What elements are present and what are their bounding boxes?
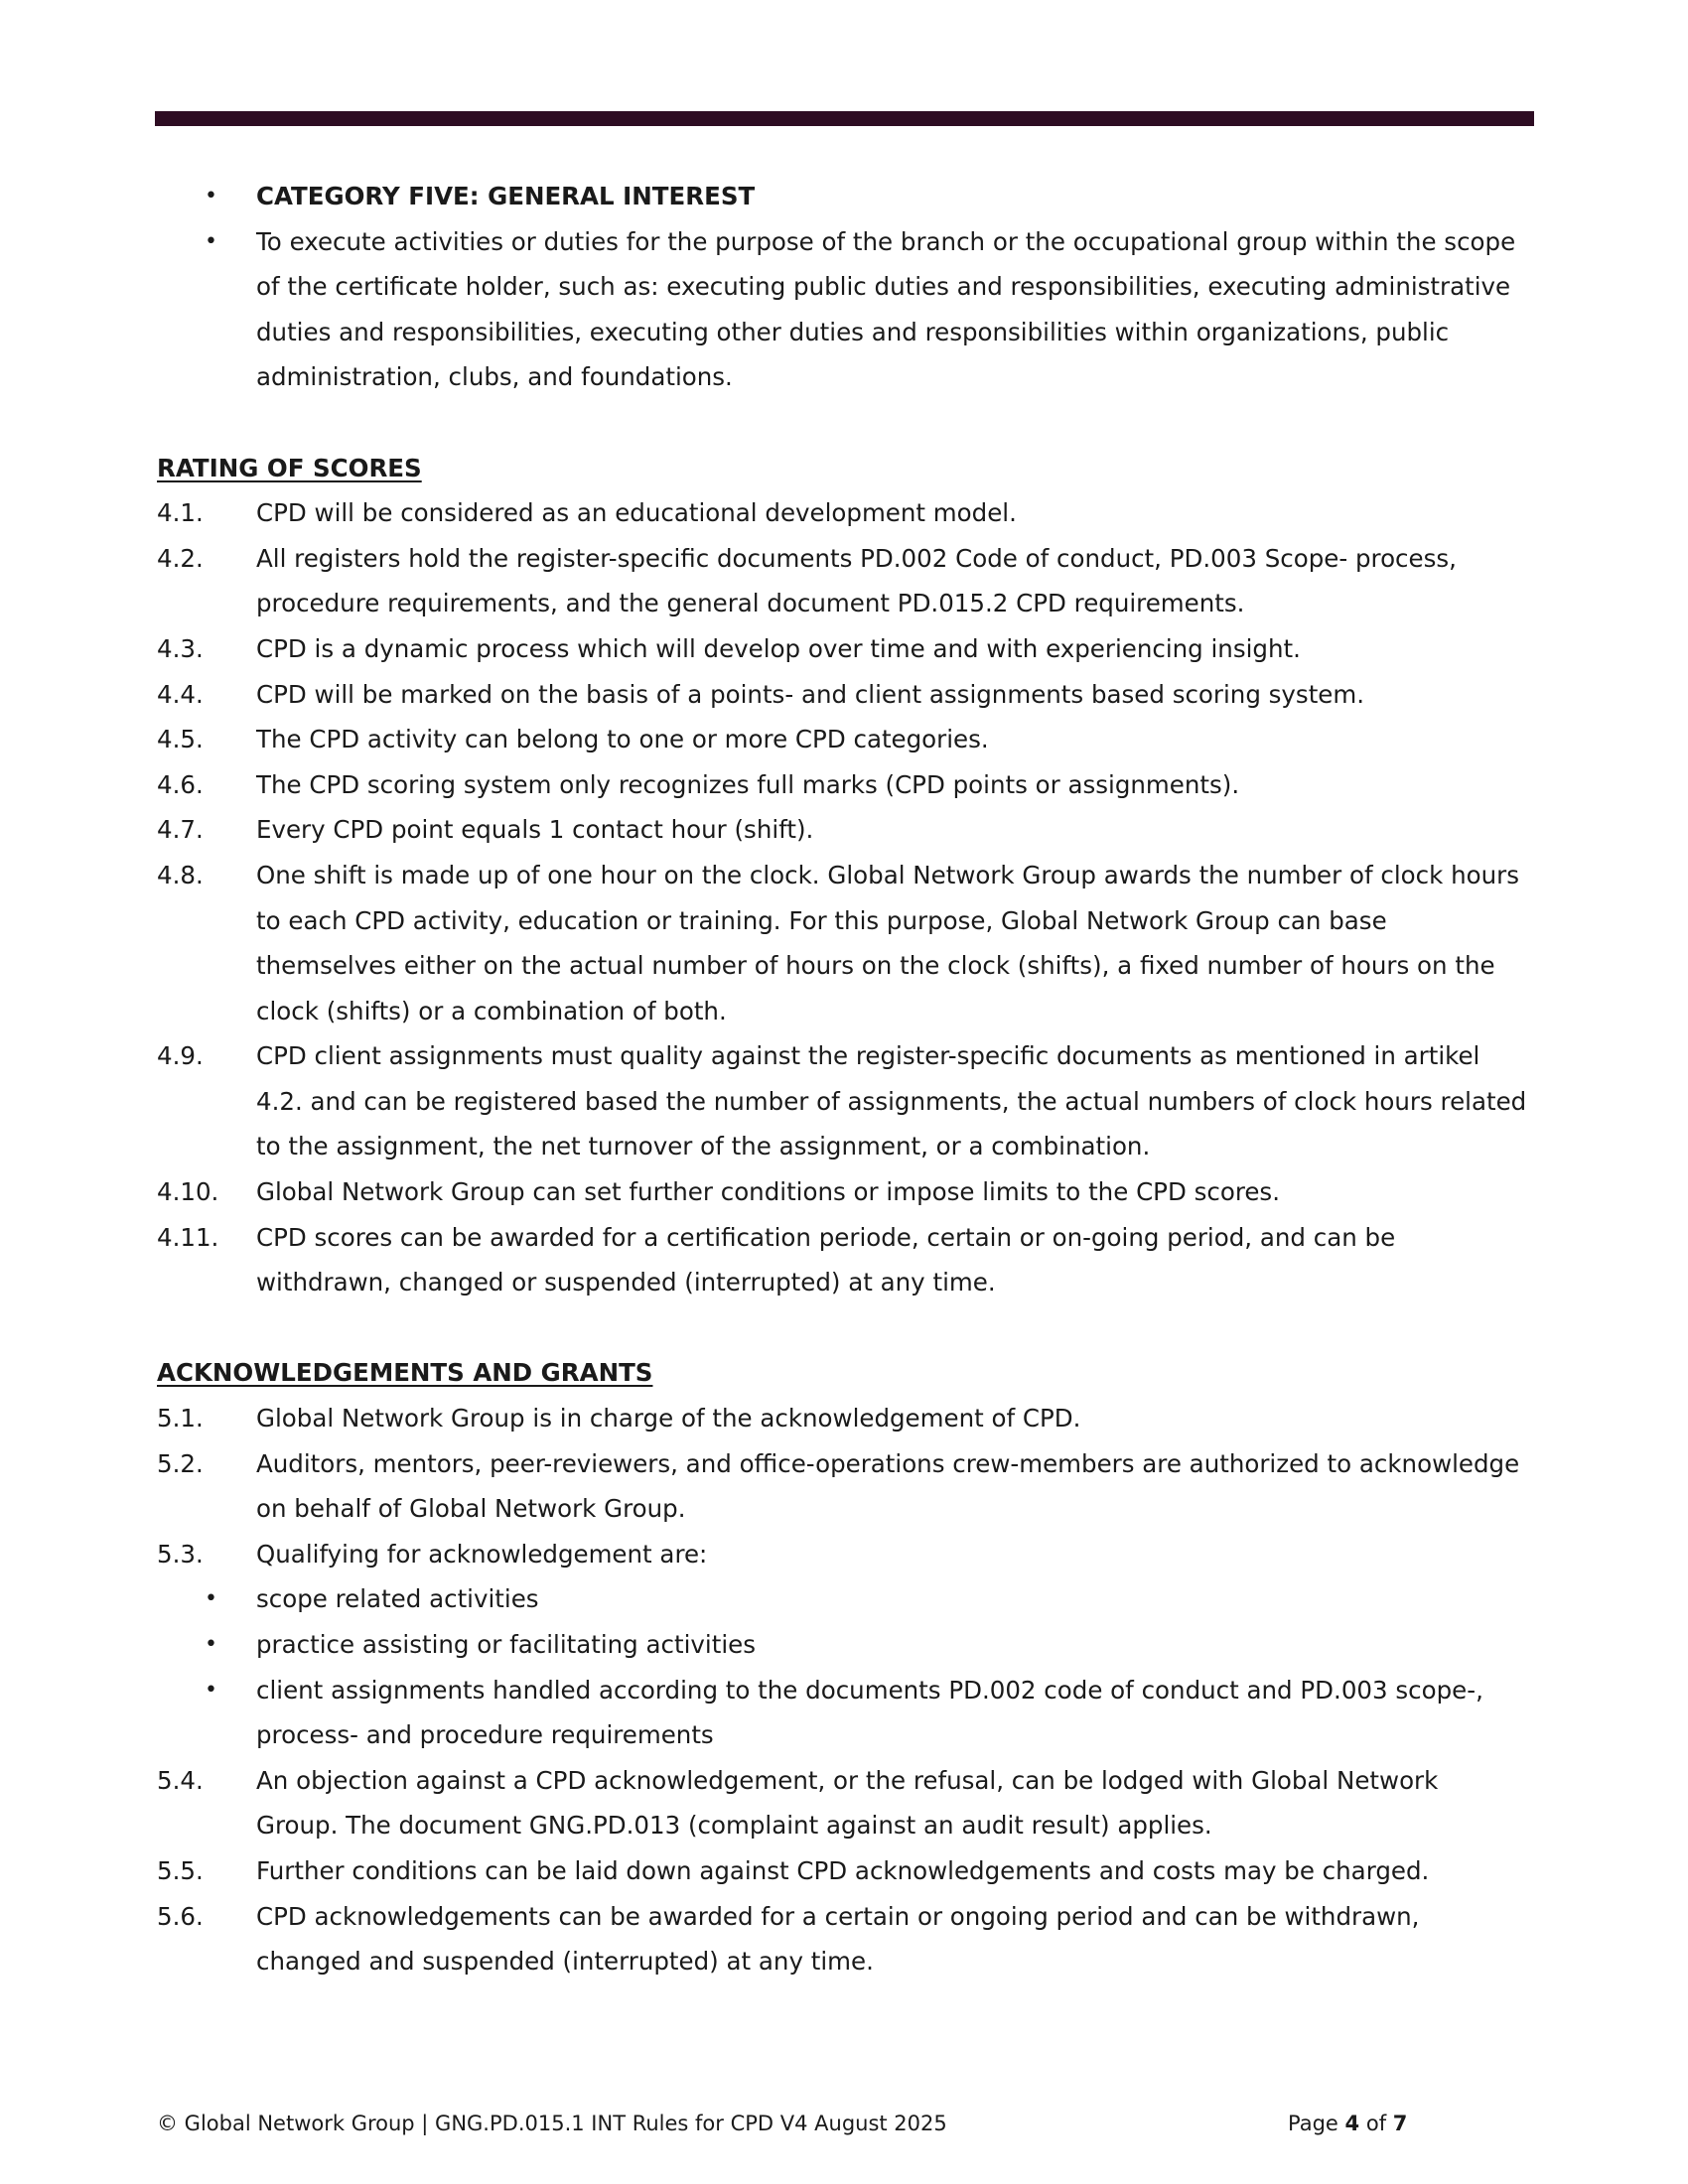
item-number: 4.5. bbox=[157, 725, 204, 754]
list-item bbox=[157, 672, 1527, 718]
item-number: 4.9. bbox=[157, 1041, 204, 1071]
bullet-icon: • bbox=[205, 184, 217, 208]
list-item bbox=[157, 807, 1527, 853]
bullet-text: scope related activities bbox=[256, 1584, 539, 1614]
footer-copyright: © Global Network Group | GNG.PD.015.1 INT Rules for CPD V4 August 2025 bbox=[157, 2112, 947, 2135]
list-item bbox=[157, 717, 1527, 762]
item-number: 5.4. bbox=[157, 1765, 204, 1795]
item-text: Auditors, mentors, peer-reviewers, and office-operations crew-members are authorized to acknowledge on behalf of Global Network Group. bbox=[256, 1448, 1520, 1524]
item-number: 4.8. bbox=[157, 860, 204, 889]
bullet-item bbox=[157, 1668, 1527, 1758]
item-text: All registers hold the register-specific documents PD.002 Code of conduct, PD.003 Scope- process, procedure requirements, and the general document PD.015.2 CPD requirements. bbox=[256, 543, 1457, 618]
list-item bbox=[157, 1396, 1527, 1441]
item-text: Global Network Group is in charge of the acknowledgement of CPD. bbox=[256, 1404, 1081, 1433]
list-item bbox=[157, 1894, 1527, 1984]
item-text: CPD scores can be awarded for a certification periode, certain or on-going period, and can be withdrawn, changed or suspended (interrupted) at any time. bbox=[256, 1222, 1396, 1297]
bullet-text: client assignments handled according to the documents PD.002 code of conduct and PD.003 scope-, process- and procedure requirements bbox=[256, 1675, 1483, 1750]
section-heading-acknowledgements: ACKNOWLEDGEMENTS AND GRANTS bbox=[157, 1358, 653, 1388]
bullet-item bbox=[157, 1622, 1527, 1668]
item-text: CPD will be marked on the basis of a points- and client assignments based scoring system. bbox=[256, 679, 1365, 709]
category-five-title: CATEGORY FIVE: GENERAL INTEREST bbox=[256, 182, 756, 210]
item-number: 5.2. bbox=[157, 1448, 204, 1478]
item-number: 4.10. bbox=[157, 1177, 219, 1207]
item-number: 4.7. bbox=[157, 815, 204, 845]
category-five-title-item bbox=[157, 174, 1527, 219]
item-text: CPD is a dynamic process which will develop over time and with experiencing insight. bbox=[256, 633, 1301, 663]
item-text: The CPD scoring system only recognizes full marks (CPD points or assignments). bbox=[256, 769, 1240, 799]
item-text: Qualifying for acknowledgement are: bbox=[256, 1539, 708, 1569]
item-number: 4.11. bbox=[157, 1222, 219, 1252]
item-text: Further conditions can be laid down against CPD acknowledgements and costs may be charged. bbox=[256, 1855, 1430, 1885]
item-text: The CPD activity can belong to one or more CPD categories. bbox=[256, 725, 989, 754]
bullet-icon: • bbox=[205, 1632, 217, 1657]
item-number: 4.6. bbox=[157, 769, 204, 799]
list-item bbox=[157, 536, 1527, 626]
list-item bbox=[157, 1848, 1527, 1894]
list-item bbox=[157, 1532, 1527, 1577]
list-item bbox=[157, 1169, 1527, 1215]
bullet-icon: • bbox=[205, 1586, 217, 1612]
item-text: Every CPD point equals 1 contact hour (shift). bbox=[256, 815, 814, 845]
item-text: One shift is made up of one hour on the clock. Global Network Group awards the number of clock hours to each CPD activity, education or training. For this purpose, Global Network Group can base themselves either on the actual number of hours on the clock (shifts), a fixed number of hours on the clock (shifts) or a combination of both. bbox=[256, 860, 1519, 1025]
item-text: CPD acknowledgements can be awarded for a certain or ongoing period and can be withdrawn, changed and suspended (interrupted) at any time. bbox=[256, 1901, 1420, 1977]
item-number: 5.1. bbox=[157, 1404, 204, 1433]
item-number: 5.3. bbox=[157, 1539, 204, 1569]
item-text: CPD client assignments must quality against the register-specific documents as mentioned in artikel 4.2. and can be registered based the number of assignments, the actual numbers of clock hours related to the assignment, the net turnover of the assignment, or a combination. bbox=[256, 1041, 1527, 1161]
category-five-text-item bbox=[157, 219, 1527, 400]
page-total: 7 bbox=[1392, 2112, 1408, 2135]
list-item bbox=[157, 1215, 1527, 1305]
section-heading-rating: RATING OF SCORES bbox=[157, 453, 422, 482]
category-five-text: To execute activities or duties for the purpose of the branch or the occupational group within the scope of the certificate holder, such as: executing public duties and responsibilities, executing administrative duties and responsibilities, executing other duties and responsibilities within organizations, public administration, clubs, and foundations. bbox=[256, 226, 1516, 392]
item-text: CPD will be considered as an educational development model. bbox=[256, 498, 1017, 528]
page-word: Page bbox=[1288, 2112, 1338, 2135]
item-text: Global Network Group can set further conditions or impose limits to the CPD scores. bbox=[256, 1177, 1280, 1207]
item-number: 5.6. bbox=[157, 1901, 204, 1931]
bullet-item bbox=[157, 1576, 1527, 1622]
page-current: 4 bbox=[1344, 2112, 1360, 2135]
list-item bbox=[157, 626, 1527, 672]
item-number: 5.5. bbox=[157, 1855, 204, 1885]
item-number: 4.4. bbox=[157, 679, 204, 709]
list-item bbox=[157, 1033, 1527, 1169]
list-item bbox=[157, 1441, 1527, 1532]
bullet-icon: • bbox=[205, 1677, 217, 1703]
list-item bbox=[157, 1758, 1527, 1848]
page-of: of bbox=[1365, 2112, 1387, 2135]
document-body bbox=[157, 174, 1527, 1984]
item-number: 4.1. bbox=[157, 498, 204, 528]
item-number: 4.3. bbox=[157, 633, 204, 663]
list-item bbox=[157, 490, 1527, 536]
list-item bbox=[157, 853, 1527, 1033]
item-number: 4.2. bbox=[157, 543, 204, 573]
list-item bbox=[157, 762, 1527, 808]
page-indicator bbox=[1288, 2109, 1407, 2138]
bullet-icon: • bbox=[205, 228, 217, 254]
header-rule bbox=[155, 111, 1534, 126]
bullet-text: practice assisting or facilitating activities bbox=[256, 1630, 756, 1659]
item-text: An objection against a CPD acknowledgement, or the refusal, can be lodged with Global Network Group. The document GNG.PD.013 (complaint against an audit result) applies. bbox=[256, 1765, 1439, 1841]
